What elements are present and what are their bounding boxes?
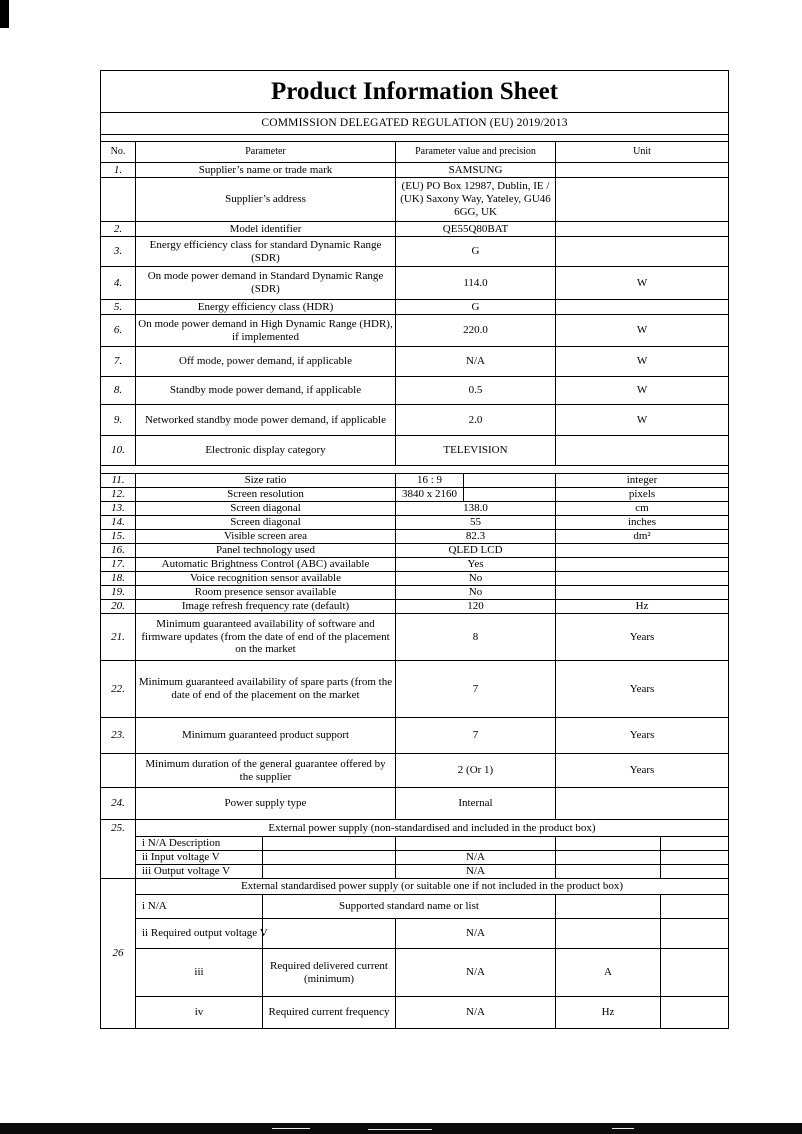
section-26-header-row [101,879,729,895]
sub-row-description: Supported standard name or list [263,895,556,919]
row-value: N/A [396,347,556,377]
table-row [101,558,729,572]
table-row [101,754,729,788]
row-value: Yes [396,558,556,572]
section-26-row-ii [101,919,729,949]
row-no: 11. [101,474,136,488]
row-parameter: Standby mode power demand, if applicable [136,377,396,405]
row-parameter: Panel technology used [136,544,396,558]
table-row [101,405,729,436]
row-parameter: Image refresh frequency rate (default) [136,600,396,614]
table-row [101,377,729,405]
empty-cell [556,895,661,919]
row-parameter: On mode power demand in Standard Dynamic Range (SDR) [136,267,396,300]
empty-cell [556,837,661,851]
sub-row-description: Required delivered current (minimum) [263,949,396,997]
sub-row-unit: Hz [556,997,661,1029]
row-parameter: Room presence sensor available [136,586,396,600]
row-unit [556,222,729,237]
row-unit [556,436,729,466]
table-row [101,488,729,502]
row-unit: Years [556,614,729,661]
row-no: 22. [101,661,136,718]
row-no: 1. [101,163,136,178]
row-value: 138.0 [396,502,556,516]
section-26-row-i [101,895,729,919]
row-no: 13. [101,502,136,516]
empty-cell [661,997,729,1029]
row-unit: W [556,347,729,377]
row-value: 8 [396,614,556,661]
product-information-sheet [100,70,729,1029]
table-row [101,347,729,377]
row-unit [556,178,729,222]
row-value: 0.5 [396,377,556,405]
row-unit: W [556,267,729,300]
sub-row-label: ii Input voltage V [136,851,263,865]
sub-row-value: N/A [396,865,556,879]
row-no: 3. [101,237,136,267]
table-row [101,315,729,347]
row-value: 82.3 [396,530,556,544]
table-row [101,661,729,718]
table-row [101,530,729,544]
section-25-row-i [101,837,729,851]
row-parameter: Energy efficiency class for standard Dynamic Range (SDR) [136,237,396,267]
spacer-row [101,135,729,142]
row-parameter: Voice recognition sensor available [136,572,396,586]
row-unit [556,558,729,572]
row-parameter: Screen diagonal [136,516,396,530]
row-unit: Years [556,718,729,754]
row-unit [556,237,729,267]
table-row [101,614,729,661]
sub-row-value: N/A [396,851,556,865]
section-26-title: External standardised power supply (or suitable one if not included in the product box) [136,879,729,895]
empty-cell [263,865,396,879]
table-row [101,267,729,300]
row-no: 9. [101,405,136,436]
table-row [101,600,729,614]
table-row [101,502,729,516]
row-parameter: Electronic display category [136,436,396,466]
row-no: 24. [101,788,136,820]
sub-row-label: iv [136,997,263,1029]
row-parameter: Minimum guaranteed availability of software and firmware updates (from the date of end of the placement on the market [136,614,396,661]
row-value: SAMSUNG [396,163,556,178]
row-no: 15. [101,530,136,544]
scan-artifact-dash [612,1128,634,1129]
table-row [101,572,729,586]
row-unit: W [556,315,729,347]
row-value: 7 [396,718,556,754]
row-unit [556,586,729,600]
row-value: (EU) PO Box 12987, Dublin, IE / (UK) Saxony Way, Yateley, GU46 6GG, UK [396,178,556,222]
row-parameter: Screen resolution [136,488,396,502]
row-unit: Years [556,661,729,718]
row-value: QLED LCD [396,544,556,558]
row-parameter: Power supply type [136,788,396,820]
sub-row-value: N/A [396,997,556,1029]
row-value: 220.0 [396,315,556,347]
row-value: Internal [396,788,556,820]
table-row [101,178,729,222]
empty-cell [556,851,661,865]
section-25-row-iii [101,865,729,879]
row-no: 12. [101,488,136,502]
row-no: 18. [101,572,136,586]
row-unit [556,572,729,586]
row-value: No [396,586,556,600]
row-no: 8. [101,377,136,405]
scan-artifact-dash [272,1128,310,1129]
row-unit [556,300,729,315]
row-parameter: Screen diagonal [136,502,396,516]
table-row [101,300,729,315]
row-unit: cm [556,502,729,516]
col-header-no: No. [101,142,136,163]
row-parameter: Energy efficiency class (HDR) [136,300,396,315]
sub-row-label: i N/A Description [136,837,263,851]
page-title: Product Information Sheet [101,71,729,113]
row-parameter: Off mode, power demand, if applicable [136,347,396,377]
row-parameter: Model identifier [136,222,396,237]
empty-cell [556,865,661,879]
row-value: 2.0 [396,405,556,436]
row-no: 7. [101,347,136,377]
row-parameter: Networked standby mode power demand, if applicable [136,405,396,436]
section-25-title: External power supply (non-standardised and included in the product box) [136,820,729,837]
row-value: QE55Q80BAT [396,222,556,237]
row-unit: pixels [556,488,729,502]
row-value: TELEVISION [396,436,556,466]
section-26-row-iii [101,949,729,997]
row-value: 120 [396,600,556,614]
row-parameter: Minimum guaranteed product support [136,718,396,754]
row-no [101,754,136,788]
regulation-subtitle: COMMISSION DELEGATED REGULATION (EU) 2019/2013 [101,113,729,135]
row-value: 55 [396,516,556,530]
row-value: No [396,572,556,586]
row-unit: W [556,377,729,405]
scan-artifact-top-left [0,0,9,28]
row-parameter: Minimum guaranteed availability of spare parts (from the date of end of the placement on the market [136,661,396,718]
row-no: 16. [101,544,136,558]
table-row [101,516,729,530]
empty-cell [263,851,396,865]
table-row [101,436,729,466]
row-no: 19. [101,586,136,600]
spacer-row [101,466,729,474]
row-no: 21. [101,614,136,661]
row-no: 6. [101,315,136,347]
section-26-no: 26 [101,879,136,1029]
section-25-no: 25. [101,820,136,879]
empty-cell [263,919,396,949]
table-row [101,222,729,237]
row-parameter: Visible screen area [136,530,396,544]
table-row [101,163,729,178]
row-parameter: Automatic Brightness Control (ABC) available [136,558,396,572]
sub-row-label: i N/A [136,895,263,919]
section-25-header-row [101,820,729,837]
col-header-unit: Unit [556,142,729,163]
sub-row-label: ii Required output voltage V [136,919,263,949]
empty-cell [661,851,729,865]
sub-row-label: iii [136,949,263,997]
row-no: 14. [101,516,136,530]
info-table [100,70,729,1029]
row-unit: dm² [556,530,729,544]
empty-cell [556,919,661,949]
col-header-parameter: Parameter [136,142,396,163]
row-unit: inches [556,516,729,530]
row-no: 5. [101,300,136,315]
row-unit [556,544,729,558]
empty-cell [661,837,729,851]
table-row [101,788,729,820]
row-parameter: Supplier’s address [136,178,396,222]
empty-cell [396,837,556,851]
sub-row-value: N/A [396,919,556,949]
row-unit [556,788,729,820]
section-25-row-ii [101,851,729,865]
table-row [101,718,729,754]
section-26-row-iv [101,997,729,1029]
col-header-value: Parameter value and precision [396,142,556,163]
empty-cell [661,919,729,949]
empty-cell [263,837,396,851]
row-no: 17. [101,558,136,572]
row-unit: integer [556,474,729,488]
sub-row-description: Required current frequency [263,997,396,1029]
row-parameter: On mode power demand in High Dynamic Range (HDR), if implemented [136,315,396,347]
row-value: G [396,300,556,315]
row-no: 20. [101,600,136,614]
table-row [101,474,729,488]
row-no: 2. [101,222,136,237]
row-parameter: Size ratio [136,474,396,488]
row-value: 2 (Or 1) [396,754,556,788]
table-row [101,237,729,267]
row-no: 10. [101,436,136,466]
empty-cell [661,895,729,919]
sub-row-unit: A [556,949,661,997]
sub-row-value: N/A [396,949,556,997]
scan-artifact-bottom-bar [0,1123,802,1134]
row-value: 7 [396,661,556,718]
row-unit: W [556,405,729,436]
row-value: 114.0 [396,267,556,300]
column-header-row [101,142,729,163]
row-no: 4. [101,267,136,300]
empty-cell [661,949,729,997]
row-unit: Hz [556,600,729,614]
row-no: 23. [101,718,136,754]
empty-cell [661,865,729,879]
row-value: 16 : 9 [396,474,556,488]
scan-artifact-dash [368,1129,432,1130]
row-value: G [396,237,556,267]
row-parameter: Supplier’s name or trade mark [136,163,396,178]
row-value: 3840 x 2160 [396,488,556,502]
sub-row-label: iii Output voltage V [136,865,263,879]
table-row [101,544,729,558]
row-unit: Years [556,754,729,788]
row-no [101,178,136,222]
row-parameter: Minimum duration of the general guarantee offered by the supplier [136,754,396,788]
row-unit [556,163,729,178]
table-row [101,586,729,600]
